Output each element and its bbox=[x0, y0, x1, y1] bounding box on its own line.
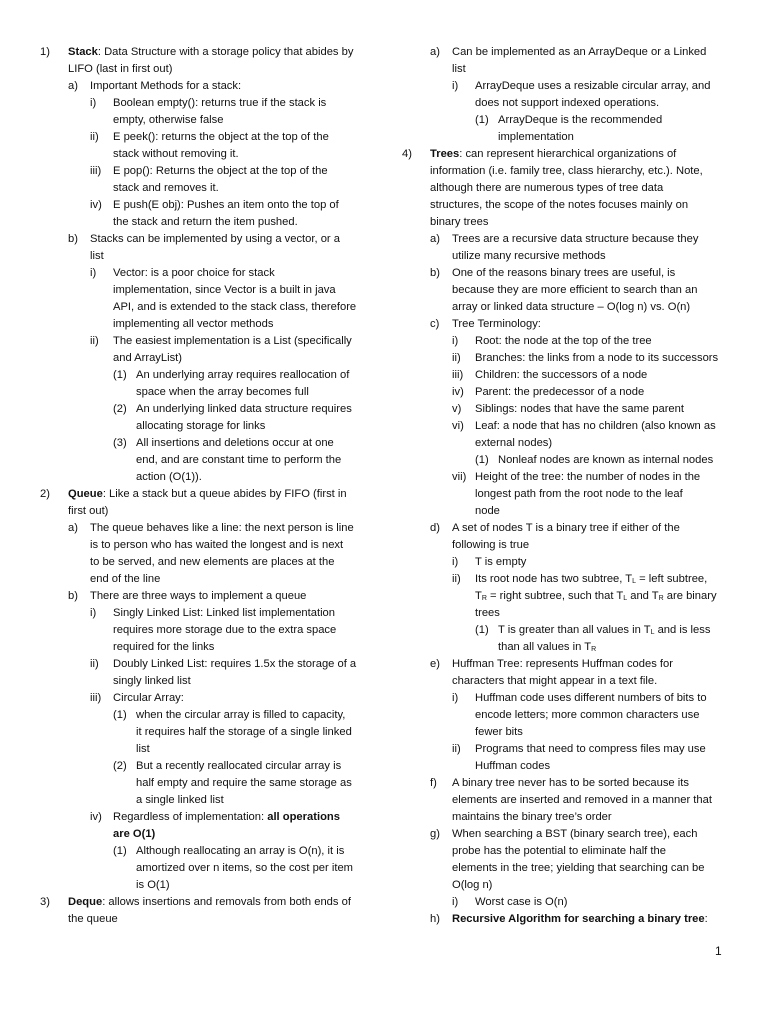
list-marker: 3) bbox=[40, 896, 50, 908]
outline-item-continuation bbox=[402, 792, 738, 809]
list-text: is to person who has waited the longest and is next bbox=[90, 539, 344, 551]
outline-item-continuation bbox=[402, 503, 738, 520]
outline-item-continuation bbox=[402, 163, 738, 180]
list-text: end, and are constant time to perform the bbox=[136, 454, 342, 466]
outline-item-continuation bbox=[40, 316, 370, 333]
list-marker: g) bbox=[430, 828, 440, 840]
list-text: Children: the successors of a node bbox=[475, 369, 648, 381]
list-text: binary trees bbox=[430, 216, 489, 228]
list-marker: v) bbox=[452, 403, 462, 415]
outline-item bbox=[40, 78, 370, 95]
list-marker: e) bbox=[430, 658, 440, 670]
list-text: half empty and require the same storage as bbox=[136, 777, 352, 789]
list-marker: i) bbox=[452, 80, 459, 92]
list-text: But a recently reallocated circular array is bbox=[136, 760, 342, 772]
outline-item-continuation bbox=[40, 61, 370, 78]
outline-item bbox=[402, 690, 738, 707]
list-text: Boolean empty(): returns true if the stack is bbox=[113, 97, 327, 109]
outline-item bbox=[402, 265, 738, 282]
list-text: Height of the tree: the number of nodes in the bbox=[475, 471, 701, 483]
list-text: allocating storage for links bbox=[136, 420, 266, 432]
right-column bbox=[402, 44, 738, 928]
outline-item bbox=[40, 520, 370, 537]
list-text: the stack and return the item pushed. bbox=[113, 216, 298, 228]
list-text: it requires half the storage of a single linked bbox=[136, 726, 352, 738]
list-text: array or linked data structure – O(log n) vs. O(n) bbox=[452, 301, 691, 313]
outline-item bbox=[40, 435, 370, 452]
outline-item bbox=[402, 469, 738, 486]
list-text: ArrayDeque is the recommended bbox=[498, 114, 663, 126]
outline-item bbox=[40, 809, 370, 826]
outline-item-continuation bbox=[40, 248, 370, 265]
list-marker: ii) bbox=[90, 335, 99, 347]
outline-item-continuation bbox=[40, 741, 370, 758]
outline-item bbox=[402, 231, 738, 248]
list-text: T is greater than all values in $T_L$ and is less bbox=[498, 624, 711, 636]
list-text: A binary tree never has to be sorted because its bbox=[452, 777, 689, 789]
list-text: Deque: allows insertions and removals from both ends of bbox=[68, 896, 351, 908]
list-text: list bbox=[452, 63, 466, 75]
list-marker: a) bbox=[68, 522, 78, 534]
outline-item-continuation bbox=[402, 486, 738, 503]
list-marker: (2) bbox=[113, 760, 127, 772]
list-text: information (i.e. family tree, class hierarchy, etc.). Note, bbox=[430, 165, 703, 177]
outline-item-continuation bbox=[402, 197, 738, 214]
list-text: Singly Linked List: Linked list implementation bbox=[113, 607, 336, 619]
list-marker: i) bbox=[452, 556, 459, 568]
list-text: T is empty bbox=[475, 556, 527, 568]
list-text: Although reallocating an array is O(n), it is bbox=[136, 845, 345, 857]
list-text: characters that might appear in a text file. bbox=[452, 675, 658, 687]
outline-item-continuation bbox=[402, 639, 738, 656]
list-text: All insertions and deletions occur at one bbox=[136, 437, 334, 449]
list-marker: b) bbox=[68, 233, 78, 245]
outline-item-continuation bbox=[40, 418, 370, 435]
list-text: E push(E obj): Pushes an item onto the top of bbox=[113, 199, 339, 211]
list-text: longest path from the root node to the leaf bbox=[475, 488, 683, 500]
outline-item-continuation bbox=[402, 588, 738, 605]
outline-item-continuation bbox=[402, 724, 738, 741]
list-marker: ii) bbox=[452, 743, 461, 755]
outline-item bbox=[402, 741, 738, 758]
outline-item-continuation bbox=[402, 673, 738, 690]
outline-item bbox=[40, 163, 370, 180]
outline-item-continuation bbox=[40, 639, 370, 656]
outline-item bbox=[40, 656, 370, 673]
list-text: external nodes) bbox=[475, 437, 553, 449]
list-text: elements are inserted and removed in a manner that bbox=[452, 794, 712, 806]
outline-item-continuation bbox=[40, 537, 370, 554]
outline-item-continuation bbox=[40, 384, 370, 401]
outline-item bbox=[40, 588, 370, 605]
list-text: following is true bbox=[452, 539, 530, 551]
list-marker: iii) bbox=[90, 692, 102, 704]
outline-item bbox=[40, 44, 370, 61]
list-text: Root: the node at the top of the tree bbox=[475, 335, 652, 347]
outline-item bbox=[402, 384, 738, 401]
list-marker: iii) bbox=[90, 165, 102, 177]
outline-item bbox=[40, 690, 370, 707]
outline-item-continuation bbox=[40, 299, 370, 316]
list-marker: d) bbox=[430, 522, 440, 534]
outline-item bbox=[402, 418, 738, 435]
list-marker: (1) bbox=[113, 845, 127, 857]
list-text: probe has the potential to eliminate half the bbox=[452, 845, 666, 857]
list-marker: f) bbox=[430, 777, 437, 789]
outline-item-continuation bbox=[402, 248, 738, 265]
list-marker: (2) bbox=[113, 403, 127, 415]
outline-item bbox=[402, 775, 738, 792]
list-text: Huffman codes bbox=[475, 760, 551, 772]
outline-item bbox=[40, 197, 370, 214]
list-marker: i) bbox=[90, 607, 97, 619]
list-marker: i) bbox=[90, 97, 97, 109]
outline-item bbox=[402, 452, 738, 469]
list-text: Branches: the links from a node to its successors bbox=[475, 352, 719, 364]
list-marker: iv) bbox=[90, 811, 102, 823]
list-text: LIFO (last in first out) bbox=[68, 63, 173, 75]
outline-item-continuation bbox=[402, 282, 738, 299]
list-text: Queue: Like a stack but a queue abides by FIFO (first in bbox=[68, 488, 347, 500]
list-marker: (1) bbox=[475, 114, 489, 126]
outline-item-continuation bbox=[402, 758, 738, 775]
list-text: list bbox=[136, 743, 150, 755]
list-text: Stack: Data Structure with a storage policy that abides by bbox=[68, 46, 354, 58]
outline-item-continuation bbox=[402, 605, 738, 622]
list-text: when the circular array is filled to capacity, bbox=[136, 709, 346, 721]
list-text: utilize many recursive methods bbox=[452, 250, 606, 262]
list-text: Circular Array: bbox=[113, 692, 184, 704]
list-text: Parent: the predecessor of a node bbox=[475, 386, 645, 398]
list-marker: b) bbox=[430, 267, 440, 279]
list-text: required for the links bbox=[113, 641, 215, 653]
list-text: are O(1) bbox=[113, 828, 156, 840]
outline-item-continuation bbox=[40, 673, 370, 690]
list-text: singly linked list bbox=[113, 675, 191, 687]
list-text: requires more storage due to the extra space bbox=[113, 624, 337, 636]
list-marker: iv) bbox=[452, 386, 464, 398]
list-marker: i) bbox=[452, 896, 459, 908]
outline-item bbox=[402, 911, 738, 928]
list-text: stack without removing it. bbox=[113, 148, 239, 160]
list-marker: 4) bbox=[402, 148, 412, 160]
list-text: Tree Terminology: bbox=[452, 318, 541, 330]
list-text: There are three ways to implement a queue bbox=[90, 590, 307, 602]
list-text: because they are more efficient to search than an bbox=[452, 284, 698, 296]
outline-item-continuation bbox=[40, 180, 370, 197]
outline-item bbox=[40, 707, 370, 724]
outline-item-continuation bbox=[40, 146, 370, 163]
outline-item-continuation bbox=[402, 95, 738, 112]
outline-item bbox=[402, 520, 738, 537]
list-text: than all values in $T_R$ bbox=[498, 641, 597, 653]
outline-item bbox=[40, 605, 370, 622]
list-marker: ii) bbox=[452, 573, 461, 585]
outline-item bbox=[40, 333, 370, 350]
list-text: Its root node has two subtree, $T_L$ = left subtree, bbox=[475, 573, 708, 585]
list-text: Trees: can represent hierarchical organizations of bbox=[430, 148, 677, 160]
list-text: Recursive Algorithm for searching a binary tree: bbox=[452, 913, 708, 925]
list-text: ArrayDeque uses a resizable circular array, and bbox=[475, 80, 711, 92]
list-text: Programs that need to compress files may use bbox=[475, 743, 706, 755]
list-text: The easiest implementation is a List (specifically bbox=[113, 335, 352, 347]
page-number: 1 bbox=[715, 944, 722, 958]
list-marker: ii) bbox=[90, 131, 99, 143]
outline-item-continuation bbox=[402, 129, 738, 146]
list-text: Important Methods for a stack: bbox=[90, 80, 242, 92]
list-marker: 2) bbox=[40, 488, 50, 500]
list-marker: i) bbox=[452, 692, 459, 704]
list-text: O(log n) bbox=[452, 879, 493, 891]
outline-item bbox=[402, 894, 738, 911]
list-marker: a) bbox=[430, 46, 440, 58]
list-text: A set of nodes T is a binary tree if either of the bbox=[452, 522, 680, 534]
list-text: does not support indexed operations. bbox=[475, 97, 660, 109]
outline-item-continuation bbox=[40, 282, 370, 299]
outline-item bbox=[402, 146, 738, 163]
list-text: Worst case is O(n) bbox=[475, 896, 568, 908]
outline-item-continuation bbox=[40, 877, 370, 894]
list-text: Huffman Tree: represents Huffman codes for bbox=[452, 658, 673, 670]
outline-item bbox=[402, 78, 738, 95]
outline-item bbox=[40, 95, 370, 112]
outline-item bbox=[40, 231, 370, 248]
list-text: first out) bbox=[68, 505, 109, 517]
outline-item bbox=[40, 265, 370, 282]
outline-item bbox=[402, 44, 738, 61]
outline-item-continuation bbox=[402, 61, 738, 78]
list-text: Can be implemented as an ArrayDeque or a Linked bbox=[452, 46, 707, 58]
outline-item-continuation bbox=[40, 503, 370, 520]
list-text: API, and is extended to the stack class, therefore bbox=[113, 301, 357, 313]
list-text: Stacks can be implemented by using a vector, or a bbox=[90, 233, 340, 245]
outline-item bbox=[402, 622, 738, 639]
outline-item-continuation bbox=[40, 350, 370, 367]
outline-item bbox=[40, 843, 370, 860]
list-text: empty, otherwise false bbox=[113, 114, 224, 126]
outline-item-continuation bbox=[40, 554, 370, 571]
outline-item-continuation bbox=[402, 809, 738, 826]
outline-item-continuation bbox=[40, 214, 370, 231]
list-text: An underlying linked data structure requires bbox=[136, 403, 352, 415]
list-text: E pop(): Returns the object at the top of the bbox=[113, 165, 328, 177]
outline-item bbox=[40, 894, 370, 911]
outline-item-continuation bbox=[402, 707, 738, 724]
outline-item bbox=[402, 316, 738, 333]
outline-item bbox=[40, 401, 370, 418]
list-marker: h) bbox=[430, 913, 440, 925]
list-text: amortized over n items, so the cost per item bbox=[136, 862, 353, 874]
outline-item bbox=[40, 129, 370, 146]
list-marker: (1) bbox=[475, 624, 489, 636]
outline-item-continuation bbox=[402, 214, 738, 231]
list-text: implementation, since Vector is a built in java bbox=[113, 284, 336, 296]
outline-item bbox=[402, 401, 738, 418]
list-text: trees bbox=[475, 607, 500, 619]
list-marker: (1) bbox=[475, 454, 489, 466]
outline-item-continuation bbox=[40, 724, 370, 741]
left-column bbox=[40, 44, 370, 928]
outline-item bbox=[402, 350, 738, 367]
outline-item-continuation bbox=[40, 775, 370, 792]
outline-item-continuation bbox=[40, 911, 370, 928]
list-text: Siblings: nodes that have the same parent bbox=[475, 403, 684, 415]
list-text: a single linked list bbox=[136, 794, 224, 806]
list-text: Regardless of implementation: all operations bbox=[113, 811, 340, 823]
list-text: One of the reasons binary trees are useful, is bbox=[452, 267, 676, 279]
outline-item bbox=[402, 554, 738, 571]
list-text: although there are numerous types of tree data bbox=[430, 182, 664, 194]
outline-item bbox=[402, 656, 738, 673]
list-marker: 1) bbox=[40, 46, 50, 58]
list-text: stack and removes it. bbox=[113, 182, 219, 194]
list-marker: ii) bbox=[452, 352, 461, 364]
list-marker: a) bbox=[68, 80, 78, 92]
outline-item bbox=[402, 333, 738, 350]
list-text: the queue bbox=[68, 913, 118, 925]
outline-item bbox=[40, 367, 370, 384]
list-marker: (1) bbox=[113, 369, 127, 381]
list-text: When searching a BST (binary search tree), each bbox=[452, 828, 698, 840]
outline-item bbox=[40, 758, 370, 775]
outline-item-continuation bbox=[40, 112, 370, 129]
list-marker: c) bbox=[430, 318, 440, 330]
list-text: action (O(1)). bbox=[136, 471, 202, 483]
outline-item bbox=[402, 367, 738, 384]
list-marker: vii) bbox=[452, 471, 467, 483]
outline-item-continuation bbox=[40, 792, 370, 809]
list-text: structures, the scope of the notes focuses mainly on bbox=[430, 199, 689, 211]
list-text: Trees are a recursive data structure because they bbox=[452, 233, 699, 245]
list-text: E peek(): returns the object at the top of the bbox=[113, 131, 329, 143]
list-text: maintains the binary tree’s order bbox=[452, 811, 612, 823]
list-marker: i) bbox=[452, 335, 459, 347]
list-marker: ii) bbox=[90, 658, 99, 670]
list-marker: i) bbox=[90, 267, 97, 279]
list-text: Doubly Linked List: requires 1.5x the storage of a bbox=[113, 658, 357, 670]
list-text: $T_R$ = right subtree, such that $T_L$ and $T_R$ are binary bbox=[475, 590, 717, 602]
list-text: space when the array becomes full bbox=[136, 386, 309, 398]
outline-item-continuation bbox=[402, 877, 738, 894]
list-text: encode letters; more common characters use bbox=[475, 709, 700, 721]
list-text: Leaf: a node that has no children (also known as bbox=[475, 420, 716, 432]
list-text: The queue behaves like a line: the next person is line bbox=[90, 522, 354, 534]
outline-item-continuation bbox=[402, 843, 738, 860]
list-text: node bbox=[475, 505, 500, 517]
list-text: and ArrayList) bbox=[113, 352, 183, 364]
outline-item-continuation bbox=[40, 860, 370, 877]
list-text: is O(1) bbox=[136, 879, 170, 891]
list-text: to be served, and new elements are places at the bbox=[90, 556, 335, 568]
outline-item-continuation bbox=[40, 622, 370, 639]
list-text: fewer bits bbox=[475, 726, 523, 738]
outline-item-continuation bbox=[402, 860, 738, 877]
list-marker: (3) bbox=[113, 437, 127, 449]
outline-item-continuation bbox=[402, 299, 738, 316]
outline-item bbox=[402, 571, 738, 588]
list-text: list bbox=[90, 250, 104, 262]
outline-item-continuation bbox=[402, 180, 738, 197]
list-text: elements in the tree; yielding that searching can be bbox=[452, 862, 705, 874]
outline-item-continuation bbox=[40, 826, 370, 843]
list-text: Huffman code uses different numbers of bits to bbox=[475, 692, 707, 704]
list-marker: iii) bbox=[452, 369, 464, 381]
outline-item bbox=[40, 486, 370, 503]
outline-item-continuation bbox=[40, 452, 370, 469]
list-text: Vector: is a poor choice for stack bbox=[113, 267, 275, 279]
list-text: implementing all vector methods bbox=[113, 318, 274, 330]
outline-item-continuation bbox=[40, 469, 370, 486]
outline-item-continuation bbox=[402, 537, 738, 554]
list-text: end of the line bbox=[90, 573, 161, 585]
list-text: implementation bbox=[498, 131, 574, 143]
outline-item-continuation bbox=[40, 571, 370, 588]
list-marker: (1) bbox=[113, 709, 127, 721]
list-text: An underlying array requires reallocation of bbox=[136, 369, 350, 381]
list-text: Nonleaf nodes are known as internal nodes bbox=[498, 454, 714, 466]
outline-item-continuation bbox=[402, 435, 738, 452]
outline-item bbox=[402, 826, 738, 843]
list-marker: b) bbox=[68, 590, 78, 602]
list-marker: vi) bbox=[452, 420, 464, 432]
list-marker: a) bbox=[430, 233, 440, 245]
list-marker: iv) bbox=[90, 199, 102, 211]
outline-item bbox=[402, 112, 738, 129]
